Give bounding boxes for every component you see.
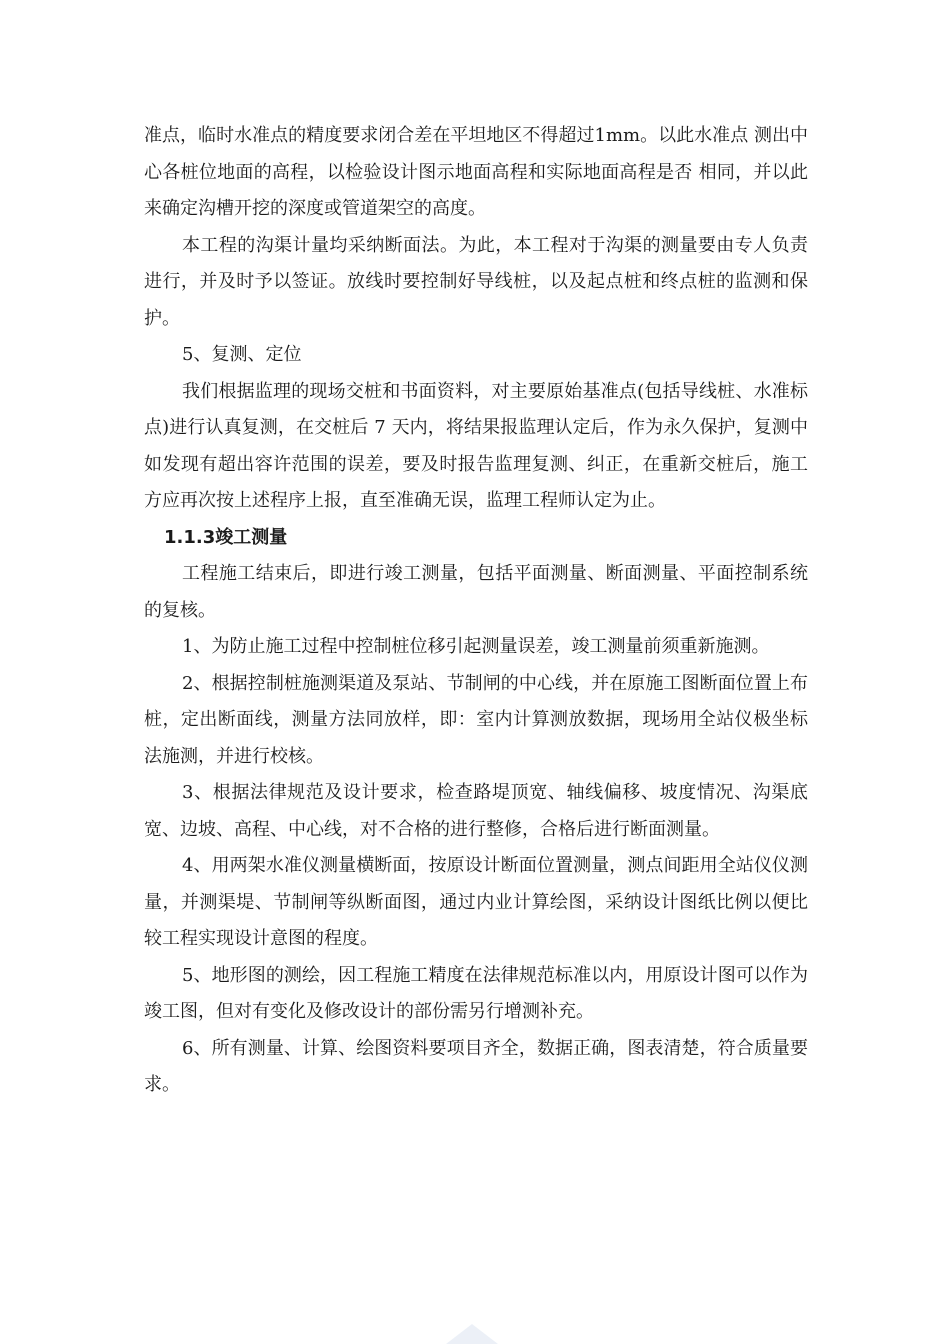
list-item-6: 6、所有测量、计算、绘图资料要项目齐全，数据正确，图表清楚，符合质量要求。	[144, 1037, 808, 1095]
paragraph-section-measurement: 本工程的沟渠计量均采纳断面法。为此，本工程对于沟渠的测量要由专人负责进行，并及时予以签证。放线时要控制好导线桩，以及起点桩和终点桩的监测和保护。	[144, 234, 808, 329]
paragraph-continuation: 准点，临时水准点的精度要求闭合差在平坦地区不得超过1mm。以此水准点 测出中心各桩位地面的高程，以检验设计图示地面高程和实际地面高程是否 相同，并以此来确定沟槽开挖的深度或管道架空的高度。	[144, 125, 808, 219]
document-body	[144, 118, 808, 1104]
list-item-2: 2、根据控制桩施测渠道及泵站、节制闸的中心线，并在原施工图断面位置上布桩，定出断面线，测量方法同放样，即：室内计算测放数据，现场用全站仪极坐标法施测，并进行校核。	[144, 672, 808, 767]
list-item-5: 5、地形图的测绘，因工程施工精度在法律规范标准以内，用原设计图可以作为竣工图，但对有变化及修改设计的部份需另行增测补充。	[144, 964, 808, 1022]
paragraph-recheck: 我们根据监理的现场交桩和书面资料，对主要原始基准点(包括导线桩、水准标点)进行认真复测，在交桩后 7 天内，将结果报监理认定后，作为永久保护，复测中如发现有超出容许范围的误差，要及时报告监理复测、纠正，在重新交桩后，施工方应再次按上述程序上报，直至准确无误，监理工程师认定为止。	[144, 380, 808, 511]
list-item-4: 4、用两架水准仪测量横断面，按原设计断面位置测量，测点间距用全站仪仪测量，并测渠堤、节制闸等纵断面图，通过内业计算绘图，采纳设计图纸比例以便比较工程实现设计意图的程度。	[144, 855, 808, 949]
paragraph-completion-survey: 工程施工结束后，即进行竣工测量，包括平面测量、断面测量、平面控制系统的复核。	[144, 563, 808, 621]
subheading-recheck-positioning: 5、复测、定位	[182, 344, 302, 365]
list-item-3: 3、根据法律规范及设计要求，检查路堤顶宽、轴线偏移、坡度情况、沟渠底宽、边坡、高程、中心线，对不合格的进行整修，合格后进行断面测量。	[144, 782, 808, 840]
list-item-1: 1、为防止施工过程中控制桩位移引起测量误差，竣工测量前须重新施测。	[182, 636, 770, 657]
watermark-icon	[442, 1322, 502, 1344]
section-heading: 1.1.3竣工测量	[164, 526, 288, 548]
